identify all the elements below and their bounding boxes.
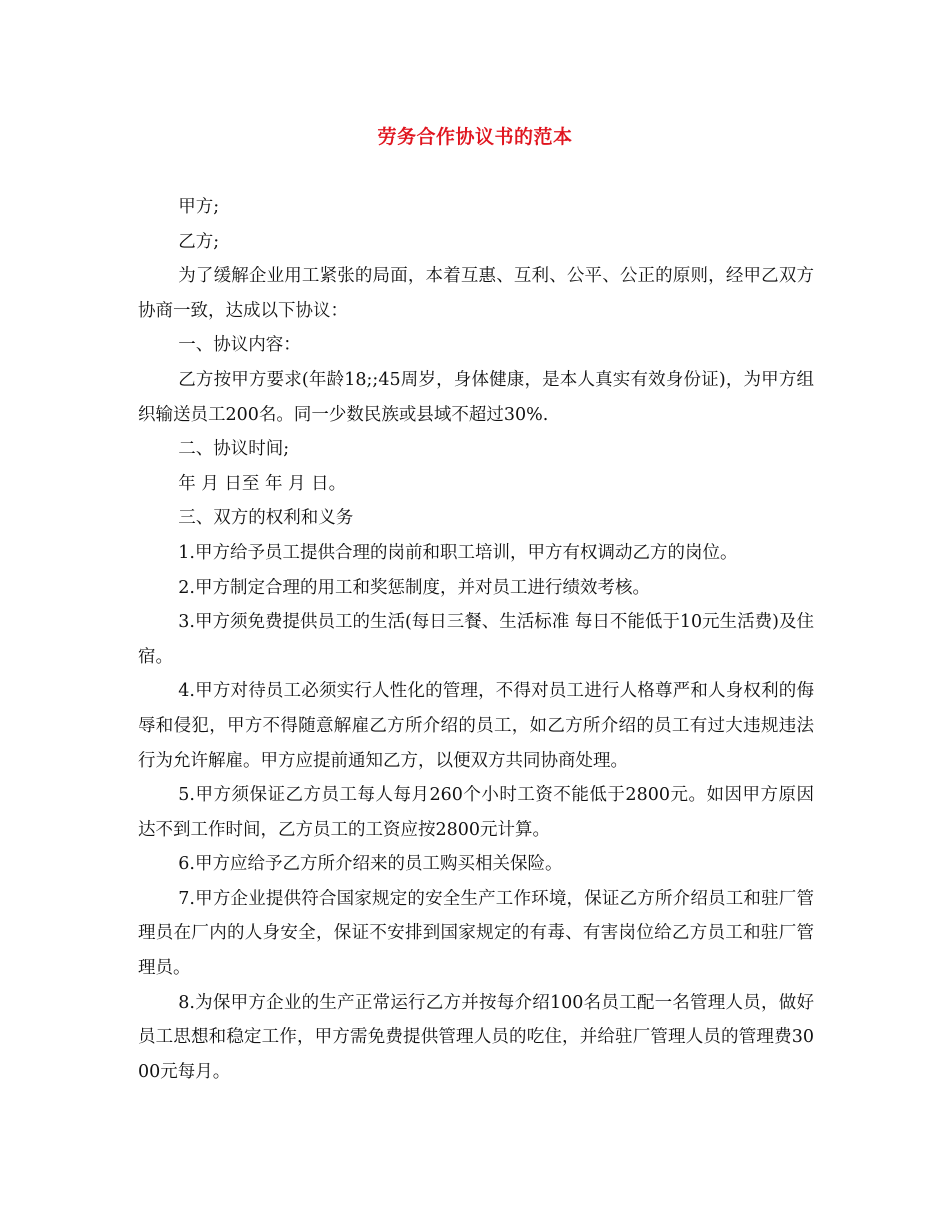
section-heading-term: 二、协议时间;: [178, 439, 290, 460]
clause-8: 8.为保甲方企业的生产正常运行乙方并按每介绍100名员工配一名管理人员，做好员工思想和稳定工作，甲方需免费提供管理人员的吃住，并给驻厂管理人员的管理费3000元每月。: [138, 992, 814, 1082]
content-paragraph: 乙方按甲方要求(年龄18;;45周岁，身体健康，是本人真实有效身份证)，为甲方组织输送员工200名。同一少数民族或县域不超过30%.: [138, 369, 814, 425]
clause-7: 7.甲方企业提供符合国家规定的安全生产工作环境，保证乙方所介绍员工和驻厂管理员在厂内的人身安全，保证不安排到国家规定的有毒、有害岗位给乙方员工和驻厂管理员。: [138, 888, 814, 979]
section-heading-rights: 三、双方的权利和义务: [178, 508, 354, 529]
party-a-line: 甲方;: [178, 197, 220, 217]
clause-1: 1.甲方给予员工提供合理的岗前和职工培训，甲方有权调动乙方的岗位。: [178, 542, 738, 563]
document-title: 劳务合作协议书的范本: [377, 126, 573, 148]
clause-3: 3.甲方须免费提供员工的生活(每日三餐、生活标准 每日不能低于10元生活费)及住宿。: [138, 612, 814, 667]
party-b-line: 乙方;: [178, 231, 220, 252]
preamble-paragraph: 为了缓解企业用工紧张的局面，本着互惠、互利、公平、公正的原则，经甲乙双方协商一致，达成以下协议：: [138, 266, 814, 321]
clause-4: 4.甲方对待员工必须实行人性化的管理，不得对员工进行人格尊严和人身权利的侮辱和侵犯，甲方不得随意解雇乙方所介绍的员工，如乙方所介绍的员工有过大违规违法行为允许解雇。甲方应提前通知乙方，以便双方共同协商处理。: [138, 681, 814, 771]
clause-5: 5.甲方须保证乙方员工每人每月260个小时工资不能低于2800元。如因甲方原因达不到工作时间，乙方员工的工资应按2800元计算。: [138, 785, 814, 840]
section-heading-content: 一、协议内容：: [178, 335, 301, 356]
term-dates-line: 年 月 日至 年 月 日。: [178, 473, 347, 494]
document-body: [138, 190, 814, 1089]
clause-6: 6.甲方应给予乙方所介绍来的员工购买相关保险。: [178, 854, 563, 875]
clause-2: 2.甲方制定合理的用工和奖惩制度，并对员工进行绩效考核。: [178, 577, 650, 598]
